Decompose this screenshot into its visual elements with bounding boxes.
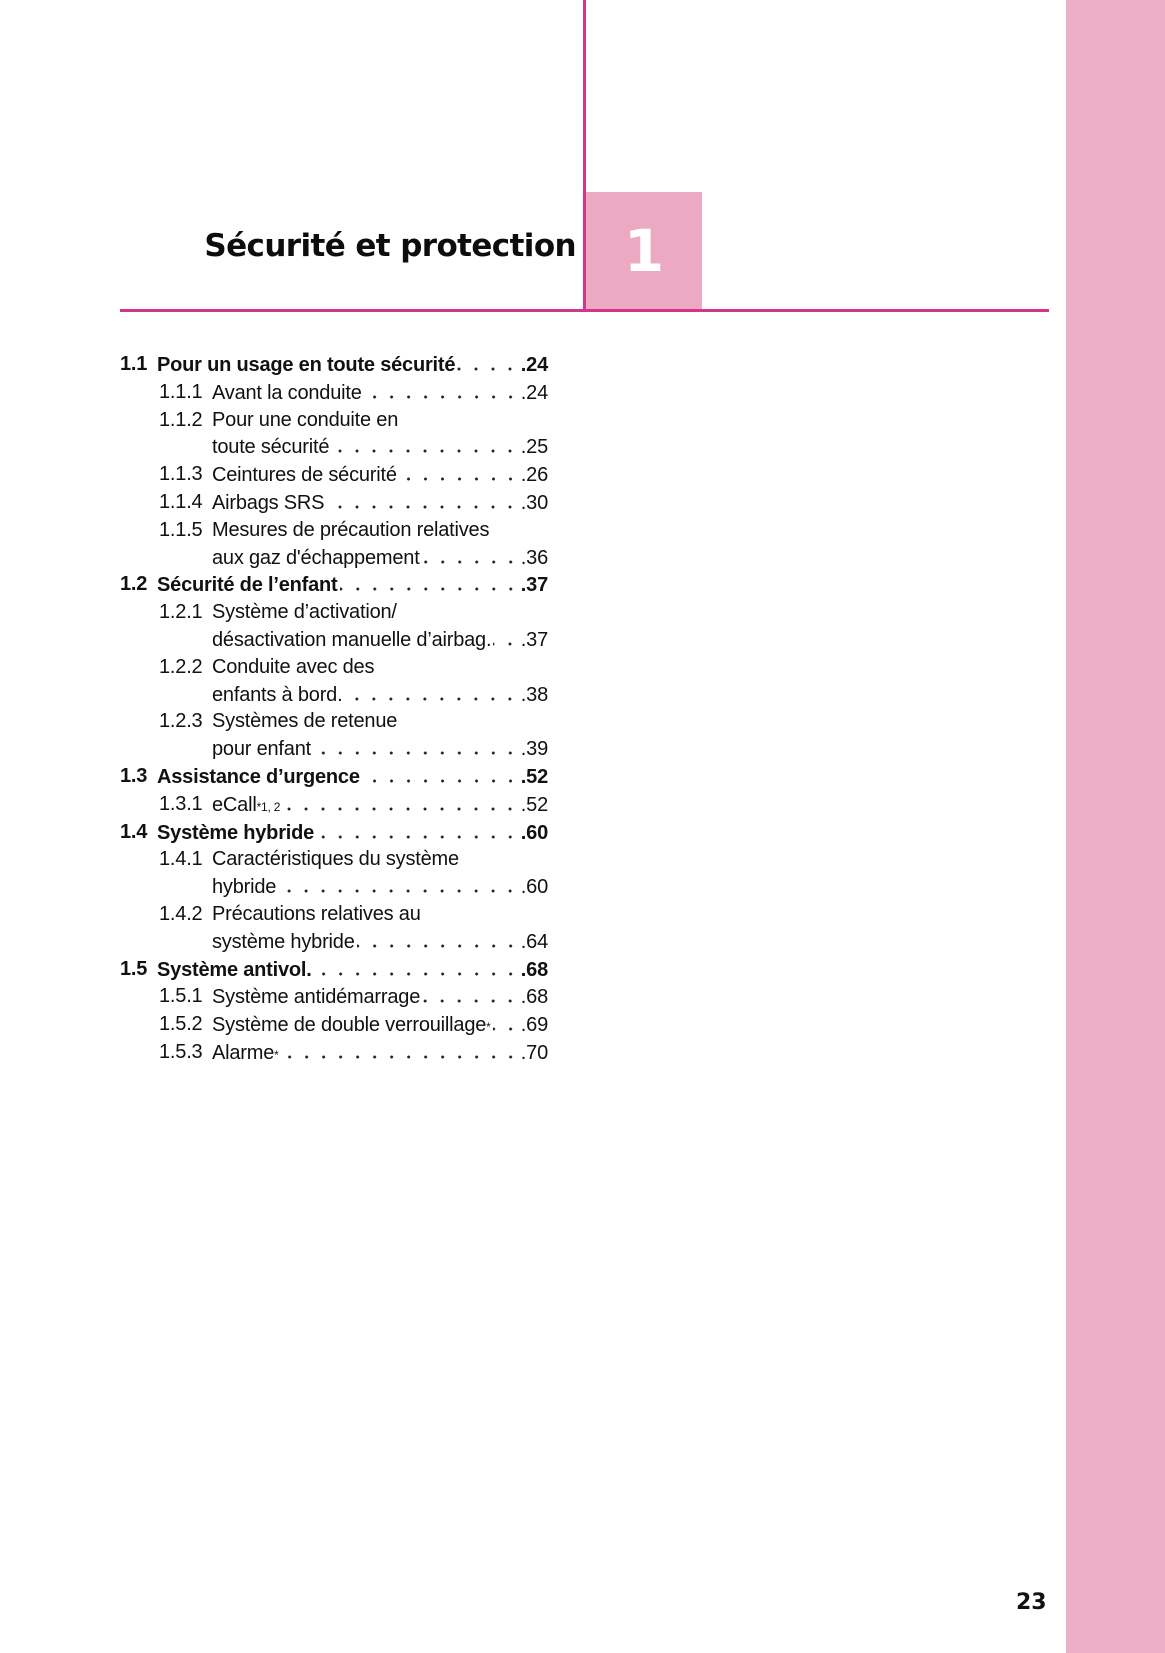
dot-leader (278, 873, 519, 893)
dot-leader (422, 983, 519, 1003)
toc-entry-number: 1.1.1 (159, 380, 203, 403)
toc-entry-title: Système d’activation/ (212, 601, 397, 624)
toc-subsection[interactable] (120, 461, 548, 489)
toc-page-ref[interactable]: .36 (520, 546, 548, 569)
toc-entry-number: 1.4.2 (159, 902, 203, 925)
toc-page-ref[interactable]: .52 (520, 793, 548, 816)
toc-entry-title: désactivation manuelle d’airbag. (212, 628, 492, 651)
toc-section[interactable] (120, 819, 548, 847)
dot-leader (399, 461, 519, 481)
dot-leader (344, 681, 518, 701)
dot-leader (493, 626, 518, 646)
dot-leader (314, 956, 519, 976)
chapter-side-band (1066, 0, 1165, 1653)
toc-page-ref[interactable]: .25 (520, 436, 548, 459)
dot-leader (282, 791, 519, 811)
toc-section[interactable] (120, 571, 548, 599)
dot-leader (331, 433, 519, 453)
dot-leader (313, 735, 519, 755)
toc-entry-title: hybride (212, 876, 277, 899)
toc-page-ref[interactable]: .69 (520, 1014, 548, 1037)
dot-leader (340, 571, 519, 591)
toc-entry-title: enfants à bord. (212, 683, 343, 706)
toc-entry-title: Précautions relatives au (212, 902, 421, 925)
toc-subsection[interactable] (120, 379, 548, 407)
toc-page-ref[interactable]: .64 (520, 930, 548, 953)
toc-entry-number: 1.1.5 (159, 518, 203, 541)
toc-entry-title: Pour une conduite en (212, 408, 399, 431)
toc-entry-title: Système de double verrouillage (212, 1014, 487, 1037)
toc-page-ref[interactable]: .26 (520, 464, 548, 487)
toc-entry-number: 1.1.3 (159, 463, 203, 486)
chapter-number: 1 (623, 216, 665, 285)
toc-entry-number: 1.1.4 (159, 490, 203, 513)
header-rule (120, 309, 1049, 312)
toc-entry-title: aux gaz d'échappement (212, 546, 420, 569)
toc-subsection[interactable]: 1.3.1 eCall *1, 2 .52 (120, 791, 548, 819)
toc-section[interactable] (120, 763, 548, 791)
toc-entry-title: eCall (212, 793, 257, 816)
toc-page-ref[interactable]: .60 (520, 876, 548, 899)
toc-entry-title: Pour un usage en toute sécurité (157, 354, 456, 376)
toc-entry-title: Mesures de précaution relatives (212, 518, 490, 541)
table-of-contents (120, 351, 548, 1067)
toc-entry-title: Système antivol. (157, 958, 312, 981)
toc-page-ref[interactable]: .68 (520, 958, 548, 981)
toc-entry-title: Système hybride (157, 821, 315, 844)
toc-subsection[interactable] (120, 489, 548, 517)
toc-subsection[interactable] (120, 983, 548, 1011)
toc-section[interactable] (120, 956, 548, 984)
toc-subsection[interactable] (120, 407, 548, 462)
toc-entry-title: Système antidémarrage (212, 986, 421, 1009)
toc-page-ref[interactable]: .60 (520, 821, 548, 844)
toc-page-ref[interactable]: .24 (520, 381, 548, 404)
toc-page-ref[interactable]: .30 (520, 491, 548, 514)
dot-leader (457, 351, 518, 371)
toc-page-ref[interactable]: .37 (520, 574, 548, 597)
toc-page-ref[interactable]: .38 (520, 683, 548, 706)
dot-leader (422, 544, 519, 564)
toc-page-ref[interactable]: .37 (520, 628, 548, 651)
toc-subsection[interactable] (120, 708, 548, 763)
dot-leader (364, 379, 519, 399)
toc-subsection[interactable] (120, 654, 548, 709)
toc-entry-title: Airbags SRS (212, 491, 325, 514)
toc-entry-number: 1.4 (120, 820, 148, 843)
toc-entry-title: Ceintures de sécurité (212, 464, 397, 487)
toc-subsection[interactable]: 1.5.3 Alarme * .70 (120, 1039, 548, 1067)
toc-entry-number: 1.2.1 (159, 601, 203, 624)
toc-page-ref[interactable]: .39 (520, 738, 548, 761)
toc-entry-number: 1.5.3 (159, 1040, 203, 1063)
toc-subsection[interactable] (120, 901, 548, 956)
dot-leader (362, 763, 519, 783)
toc-page-ref[interactable]: .52 (520, 765, 548, 788)
toc-entry-number: 1.5.1 (159, 985, 203, 1008)
toc-entry-title: Avant la conduite (212, 381, 362, 404)
dot-leader (281, 1039, 519, 1059)
toc-entry-title: Caractéristiques du système (212, 848, 459, 871)
dot-leader (326, 489, 519, 509)
toc-entry-title: Sécurité de l’enfant (157, 574, 338, 597)
toc-entry-title: Conduite avec des (212, 655, 375, 678)
dot-leader (493, 1011, 519, 1031)
toc-entry-number: 1.2.2 (159, 655, 203, 678)
toc-entry-number: 1.3.1 (159, 792, 203, 815)
dot-leader (316, 819, 519, 839)
chapter-title: Sécurité et protection (204, 228, 576, 264)
toc-entry-title: pour enfant (212, 738, 311, 761)
toc-entry-number: 1.4.1 (159, 848, 203, 871)
toc-page-ref[interactable]: .70 (520, 1041, 548, 1064)
toc-subsection[interactable]: 1.5.2 Système de double verrouillage * .69 (120, 1011, 548, 1039)
toc-entry-number: 1.2.3 (159, 710, 203, 733)
toc-subsection[interactable] (120, 517, 548, 572)
toc-entry-title: Assistance d’urgence (157, 765, 360, 788)
dot-leader (357, 928, 519, 948)
toc-page-ref[interactable]: .68 (520, 986, 548, 1009)
toc-entry-title: Systèmes de retenue (212, 710, 398, 733)
toc-subsection[interactable] (120, 846, 548, 901)
toc-entry-number: 1.5.2 (159, 1013, 203, 1036)
toc-entry-title: toute sécurité (212, 436, 330, 459)
toc-entry-number: 1.2 (120, 573, 148, 596)
toc-subsection[interactable] (120, 599, 548, 654)
toc-entry-number: 1.5 (120, 957, 148, 980)
toc-entry-number: 1.1.2 (159, 408, 203, 431)
toc-entry-number: 1.1 (120, 353, 148, 375)
page-number: 23 (1016, 1590, 1047, 1615)
toc-section[interactable] (120, 351, 548, 379)
toc-entry-number: 1.3 (120, 764, 148, 787)
chapter-number-box (586, 192, 702, 309)
toc-page-ref[interactable]: .24 (520, 354, 548, 376)
toc-entry-title: Alarme (212, 1041, 275, 1064)
toc-entry-title: système hybride (212, 930, 355, 953)
